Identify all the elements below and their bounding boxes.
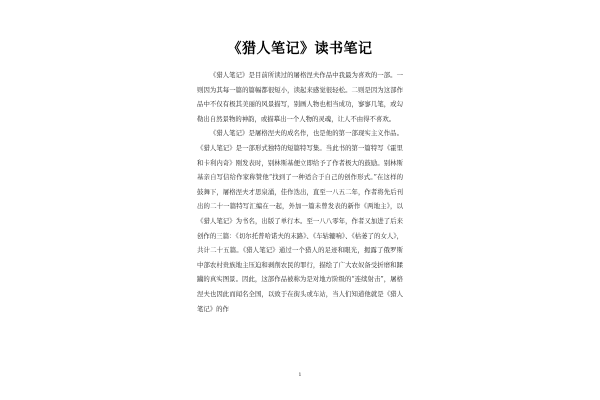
document-title: 《猎人笔记》读书笔记 [227,41,373,57]
paragraph-background: 《猎人笔记》是屠格涅夫的成名作，也是他的第一部现实主义作品。《猎人笔记》是一部形式独特的短篇特写集。当此书的第一篇特写《霍里和卡利内奇》刚发表时，别林斯基便立即给予了作者极大的鼓励。别林斯基亲自写信给作家称赞他“找到了一种适合于自己的创作形式。”在这样的鼓舞下，屠格涅夫才思泉涌，佳作迭出，直至一八五二年，作者将先后刊出的二十一篇特写汇编在一起，外加一篇未曾发表的新作《两地主》，以《猎人笔记》为书名，出版了单行本。至一八八零年，作者又加进了后来创作的三篇：《切尔托普哈诺夫的末路》、《车轱辘响》、《枯萎了的女人》，共计二十五篇。《猎人笔记》通过一个猎人的足迹和眼光，揭露了俄罗斯中部农村贵族地主压迫和剥削农民的罪行，描绘了广大农奴备受折磨和蹂躏的真实图景。因此，这部作品被称为是对地方阶级的“连续射击”，屠格涅夫也因此而闻名全国，以致于在街头或车站，当人们知道他就是《猎人笔记》的作 [197,129,403,313]
page-number: 1 [298,372,302,378]
document-body [197,68,403,316]
paragraph-intro: 《猎人笔记》是目前所读过的屠格涅夫作品中我最为喜欢的一部。一则因为其每一篇的篇幅都很短小，读起来感觉很轻松。二则是因为这部作品中不仅有极其美丽的风景描写，别画人物也相当成功，寥寥几笔，或勾勒出自然景物的神韵，或描摹出一个人物的灵魂，让人不由得不喜欢。 [197,71,403,123]
